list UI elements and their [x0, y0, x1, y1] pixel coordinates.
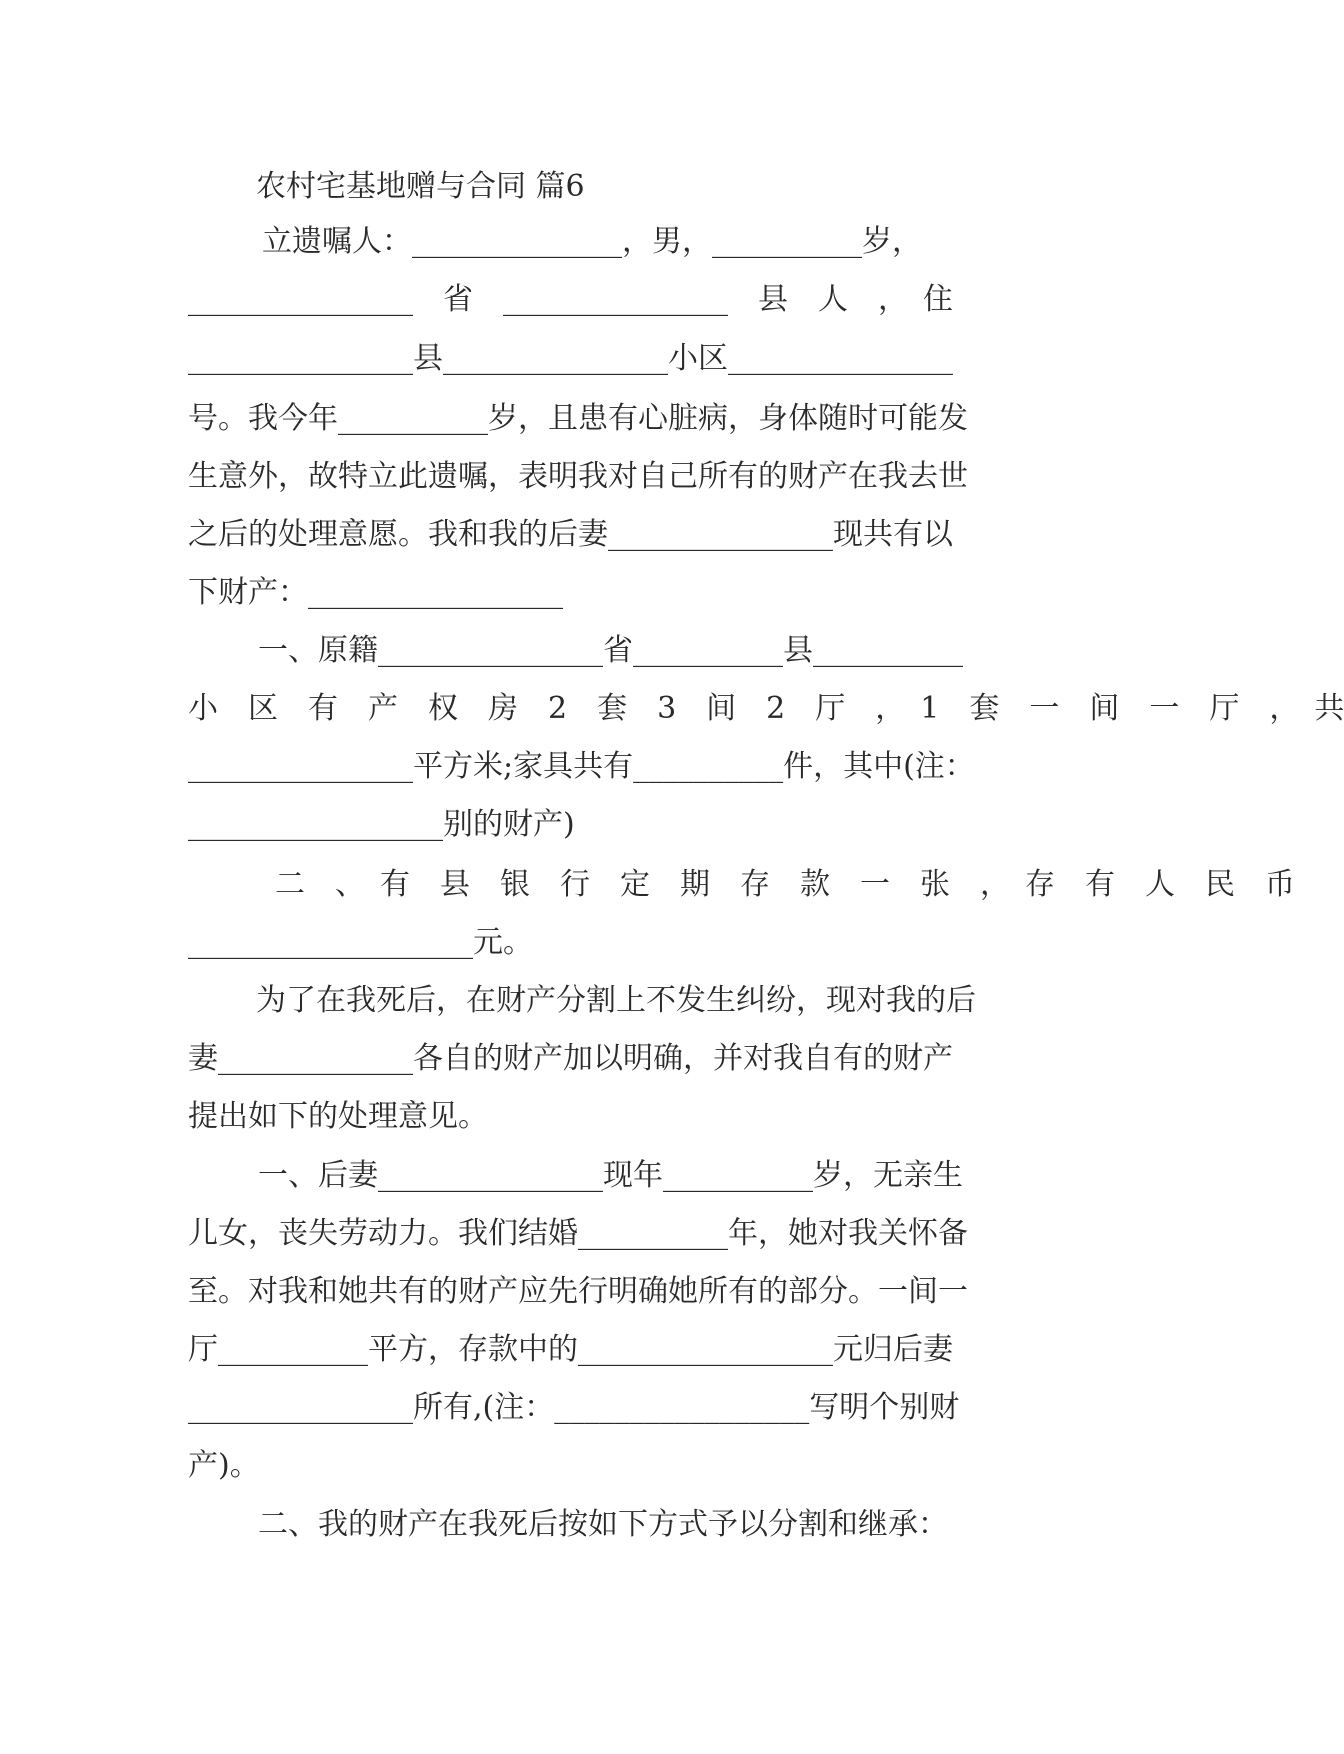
paragraph-line	[188, 271, 1053, 329]
text-run: _______________平方米;家具共有__________件，其中(注：	[188, 749, 975, 784]
text-run: _______________ 省 _______________ 县 人 ， 住	[188, 282, 953, 317]
text-run: 至。对我和她共有的财产应先行明确她所有的部分。一间一	[188, 1274, 968, 1309]
paragraph-line	[188, 330, 1053, 388]
paragraph-line	[188, 564, 1053, 622]
paragraph-line	[258, 622, 1053, 680]
text-run: 二、我的财产在我死后按如下方式予以分割和继承：	[258, 1507, 948, 1542]
page-title: 农村宅基地赠与合同 篇6	[256, 169, 585, 204]
text-run: _______________所有,(注：_________________写明个别财	[188, 1390, 960, 1425]
paragraph-line	[262, 213, 1053, 271]
paragraph-line	[188, 1379, 1053, 1437]
paragraph-line	[188, 1263, 1053, 1321]
paragraph-line	[275, 856, 1295, 914]
paragraph-line	[188, 1205, 1053, 1263]
paragraph-line	[188, 1030, 1053, 1088]
text-run: _________________别的财产)	[188, 807, 575, 842]
text-run: 二 、 有 县 银 行 定 期 存 款 一 张 ， 存 有 人 民 币	[275, 867, 1295, 902]
text-run: _______________县_______________小区_______________	[188, 341, 953, 376]
text-run: 一、后妻_______________现年__________岁，无亲生	[258, 1158, 963, 1193]
text-run: 生意外，故特立此遗嘱，表明我对自己所有的财产在我去世	[188, 459, 968, 494]
paragraph-line	[188, 390, 1053, 448]
paragraph-line	[188, 1321, 1053, 1379]
text-run: 儿女，丧失劳动力。我们结婚__________年，她对我关怀备	[188, 1216, 968, 1251]
paragraph-line	[188, 796, 1053, 854]
text-run: 一、原籍_______________省__________县__________	[258, 633, 963, 668]
paragraph-line	[188, 1437, 1053, 1495]
text-run: 立遗嘱人：______________，男，__________岁，	[262, 224, 922, 259]
paragraph-line	[188, 680, 1344, 738]
paragraph-line	[188, 914, 1053, 972]
paragraph-line	[256, 972, 1053, 1030]
paragraph-line	[188, 738, 1053, 796]
paragraph-line	[188, 448, 1053, 506]
text-run: 产)。	[188, 1448, 260, 1483]
text-run: 厅__________平方，存款中的_________________元归后妻	[188, 1332, 953, 1367]
text-run: 之后的处理意愿。我和我的后妻_______________现共有以	[188, 517, 953, 552]
paragraph-line	[258, 1496, 1053, 1554]
text-run: ___________________元。	[188, 925, 533, 960]
text-run: 号。我今年__________岁，且患有心脏病，身体随时可能发	[188, 401, 968, 436]
text-run: 为了在我死后，在财产分割上不发生纠纷，现对我的后	[256, 983, 976, 1018]
paragraph-line	[188, 1088, 1053, 1146]
text-run: 小 区 有 产 权 房 2 套 3 间 2 厅 ， 1 套 一 间 一 厅 ， 共	[188, 691, 1344, 726]
text-run: 提出如下的处理意见。	[188, 1099, 488, 1134]
text-run: 妻_____________各自的财产加以明确，并对我自有的财产	[188, 1041, 953, 1076]
text-run: 下财产：_________________	[188, 575, 563, 610]
paragraph-line	[258, 1147, 1053, 1205]
paragraph-line	[188, 506, 1053, 564]
